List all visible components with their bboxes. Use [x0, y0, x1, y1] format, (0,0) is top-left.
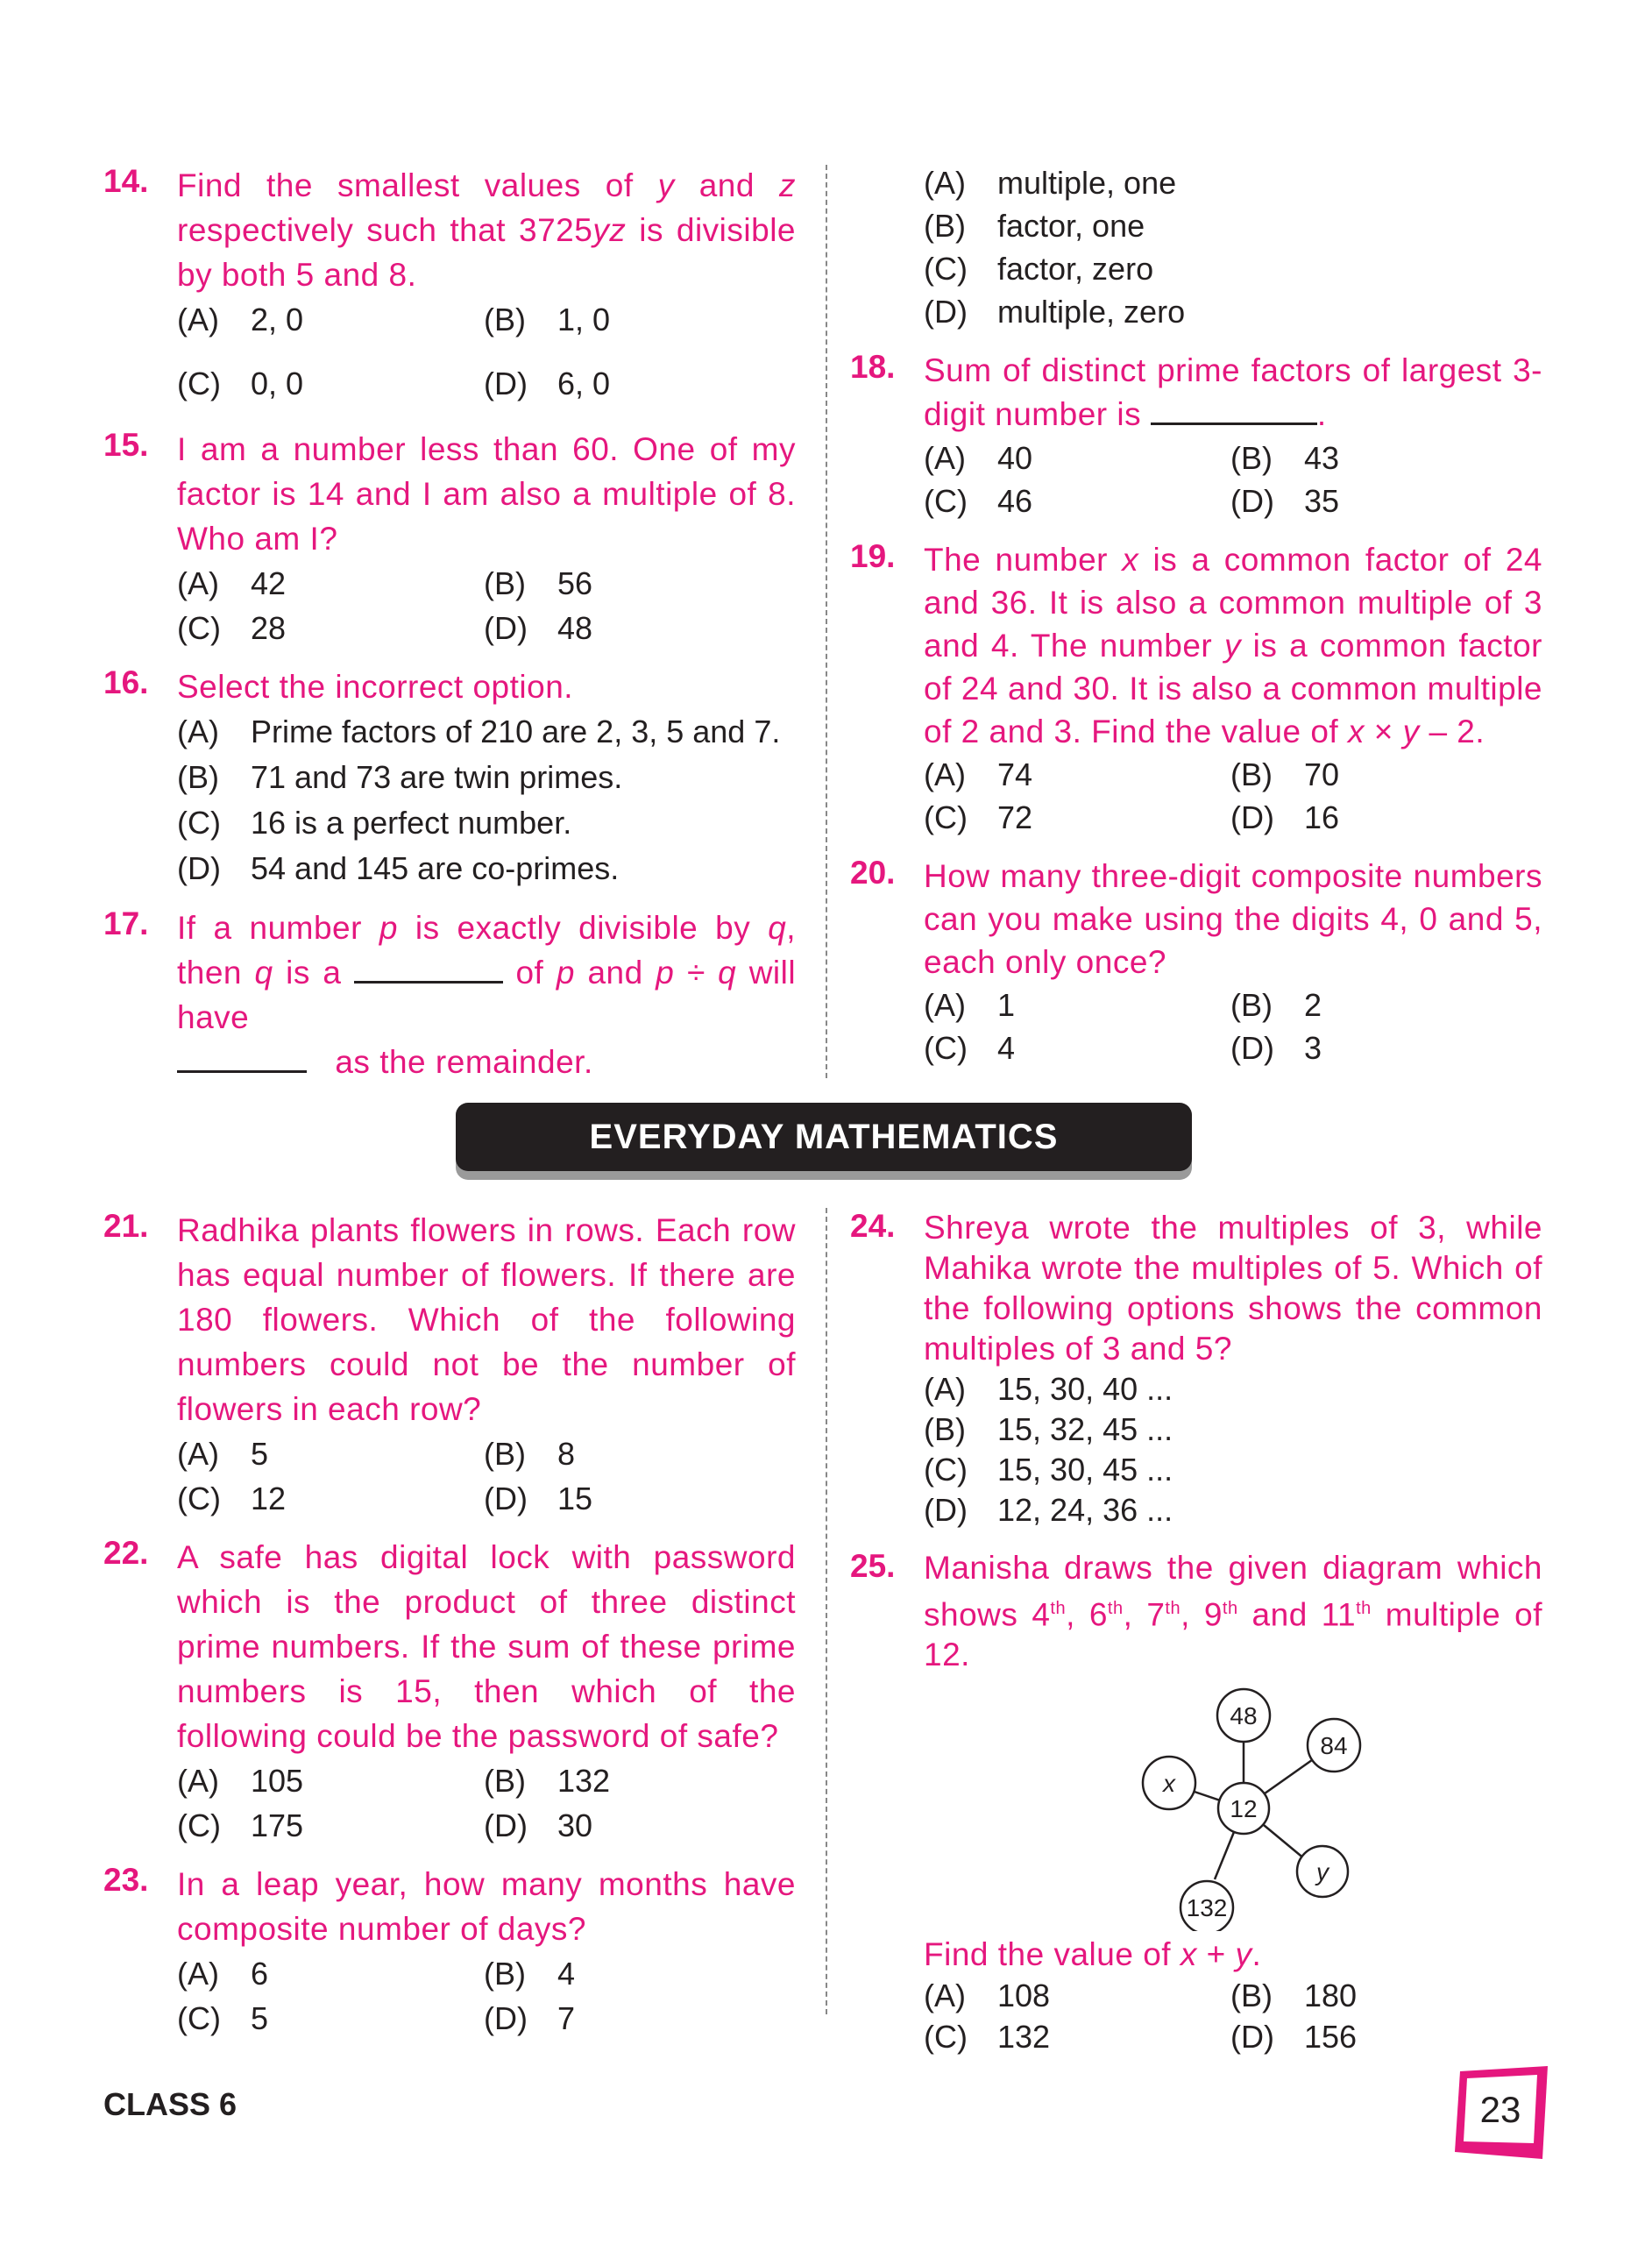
- question-24: [850, 1208, 1542, 1530]
- option-b: (B) 180: [1230, 1978, 1358, 2014]
- option-a: (A) 5: [177, 1436, 269, 1472]
- question-text: Select the incorrect option.: [177, 669, 574, 705]
- option-d: (D) 156: [1230, 2019, 1358, 2056]
- question-text: Shreya wrote the multiples of 3, while Mahika wrote the multiples of 5. Which of the following options shows the common multiples of 3 and 5?: [924, 1210, 1542, 1367]
- page-number: 23: [1479, 2089, 1521, 2130]
- option-a: (A) 42: [177, 565, 287, 601]
- class-label: CLASS 6: [103, 2086, 238, 2122]
- question-subtext: Find the value of x + y.: [924, 1936, 1262, 1973]
- option-b: (B) 2: [1230, 987, 1322, 1023]
- option-c: (C) 46: [924, 483, 1033, 519]
- question-number: 17.: [103, 905, 149, 941]
- question-text: Manisha draws the given diagram which shows 4th, 6th, 7th, 9th and 11th multiple of 12.: [924, 1550, 1543, 1673]
- question-number: 21.: [103, 1208, 149, 1244]
- left-column-top: [103, 163, 796, 1084]
- question-text: In a leap year, how many months have composite number of days?: [177, 1866, 796, 1947]
- question-text: If a number p is exactly divisible by q, then q is a of p and p ÷ q will have as the remainder.: [177, 910, 797, 1080]
- question-25: [850, 1548, 1542, 2057]
- question-text: Sum of distinct prime factors of largest 3-digit number is .: [924, 352, 1542, 432]
- options: [177, 561, 796, 650]
- question-text: The number x is a common factor of 24 and 36. It is also a common multiple of 3 and 4. The number y is a common factor of 24 and 30. It is also a common multiple of 2 and 3. Find the value of x × y – 2.: [924, 542, 1542, 749]
- option-a: (A) 6: [177, 1956, 269, 1992]
- question-20: [850, 855, 1542, 1069]
- option-b: (B) 8: [484, 1436, 576, 1472]
- question-14: [103, 163, 796, 406]
- options: [177, 1951, 796, 2041]
- section-banner: EVERYDAY MATHEMATICS: [456, 1103, 1192, 1171]
- question-19: [850, 538, 1542, 839]
- node-48: 48: [1230, 1702, 1258, 1730]
- option-a: (A) 40: [924, 440, 1033, 476]
- option-c: (C) 16 is a perfect number.: [177, 805, 572, 841]
- option-c: (C) 5: [177, 2000, 269, 2036]
- question-number: 22.: [103, 1535, 149, 1571]
- option-d: (D) 35: [1230, 483, 1340, 519]
- question-number: 16.: [103, 664, 149, 700]
- question-number: 20.: [850, 855, 896, 891]
- question-21: [103, 1208, 796, 1521]
- option-c: (C) factor, zero: [924, 251, 1154, 287]
- option-a: (A) multiple, one: [924, 165, 1177, 201]
- option-d: (D) multiple, zero: [924, 294, 1186, 330]
- node-y: y: [1316, 1858, 1329, 1886]
- node-132: 132: [1186, 1894, 1228, 1922]
- question-text: A safe has digital lock with password which is the product of three distinct prime numbers. If the sum of these prime numbers is 15, then which of the following could be the password of safe?: [177, 1539, 796, 1754]
- option-a: (A) 108: [924, 1978, 1051, 2014]
- options: [924, 1975, 1542, 2057]
- question-number: 19.: [850, 538, 896, 574]
- option-c: (C) 28: [177, 610, 287, 646]
- question-17-options: [850, 161, 1542, 333]
- fill-blank: [177, 1044, 307, 1073]
- option-d: (D) 30: [484, 1807, 593, 1843]
- question-number: 14.: [103, 163, 149, 199]
- option-b: (B) 43: [1230, 440, 1340, 476]
- option-d: (D) 48: [484, 610, 593, 646]
- option-c: (C) 12: [177, 1481, 287, 1516]
- option-c: (C) 132: [924, 2019, 1051, 2056]
- option-c: (C) 15, 30, 45 ...: [924, 1452, 1173, 1488]
- question-number: 18.: [850, 349, 896, 385]
- right-column-bottom: [850, 1208, 1542, 2057]
- option-d: (D) 15: [484, 1481, 593, 1516]
- options: [924, 161, 1542, 333]
- option-d: (D) 3: [1230, 1030, 1322, 1066]
- options: [177, 709, 796, 891]
- node-x: x: [1163, 1770, 1175, 1798]
- question-number: 15.: [103, 427, 149, 463]
- question-number: 23.: [103, 1862, 149, 1898]
- question-23: [103, 1862, 796, 2041]
- option-b: (B) 70: [1230, 756, 1340, 792]
- question-text: How many three-digit composite numbers can you make using the digits 4, 0 and 5, each only once?: [924, 858, 1542, 980]
- options: [924, 1369, 1542, 1530]
- options: [924, 753, 1542, 839]
- options: [177, 1431, 796, 1521]
- option-b: (B) factor, one: [924, 208, 1145, 244]
- question-number: 24.: [850, 1208, 896, 1244]
- option-b: (B) 132: [484, 1763, 611, 1799]
- option-b: (B) 56: [484, 565, 593, 601]
- options: [924, 437, 1542, 522]
- question-15: [103, 427, 796, 650]
- page-number-badge: [1453, 2064, 1549, 2161]
- fill-blank: [354, 955, 503, 984]
- options: [924, 984, 1542, 1069]
- option-a: (A) Prime factors of 210 are 2, 3, 5 and 7.: [177, 714, 781, 749]
- question-number: 25.: [850, 1548, 896, 1584]
- option-a: (A) 15, 30, 40 ...: [924, 1371, 1173, 1407]
- option-a: (A) 1: [924, 987, 1016, 1023]
- question-22: [103, 1535, 796, 1848]
- option-d: (D) 54 and 145 are co-primes.: [177, 850, 620, 886]
- option-d: (D) 6, 0: [484, 366, 611, 401]
- question-17: [103, 905, 796, 1084]
- option-d: (D) 16: [1230, 799, 1340, 835]
- option-a: (A) 105: [177, 1763, 304, 1799]
- question-18: [850, 349, 1542, 522]
- option-c: (C) 72: [924, 799, 1033, 835]
- option-c: (C) 175: [177, 1807, 304, 1843]
- option-b: (B) 71 and 73 are twin primes.: [177, 759, 623, 795]
- option-a: (A) 74: [924, 756, 1033, 792]
- node-center: 12: [1230, 1795, 1258, 1823]
- column-divider: [826, 165, 827, 1078]
- left-column-bottom: [103, 1208, 796, 2041]
- question-text: Find the smallest values of y and z respectively such that 3725yz is divisible by both 5 and 8.: [177, 167, 797, 293]
- options: [177, 297, 796, 406]
- question-text: I am a number less than 60. One of my factor is 14 and I am also a multiple of 8. Who am I?: [177, 431, 796, 557]
- option-a: (A) 2, 0: [177, 302, 304, 337]
- column-divider: [826, 1208, 827, 2014]
- multiples-diagram: [1055, 1686, 1423, 1931]
- option-b: (B) 15, 32, 45 ...: [924, 1411, 1173, 1447]
- question-16: [103, 664, 796, 891]
- option-d: (D) 12, 24, 36 ...: [924, 1492, 1173, 1528]
- question-text: Radhika plants flowers in rows. Each row has equal number of flowers. If there are 180 flowers. Which of the following numbers could not be the number of flowers in each row?: [177, 1212, 796, 1427]
- options: [177, 1758, 796, 1848]
- option-c: (C) 4: [924, 1030, 1016, 1066]
- option-c: (C) 0, 0: [177, 366, 304, 401]
- node-84: 84: [1320, 1732, 1348, 1760]
- fill-blank: [1151, 396, 1317, 425]
- right-column-top: [850, 161, 1542, 1069]
- option-b: (B) 4: [484, 1956, 576, 1992]
- option-b: (B) 1, 0: [484, 302, 611, 337]
- option-d: (D) 7: [484, 2000, 576, 2036]
